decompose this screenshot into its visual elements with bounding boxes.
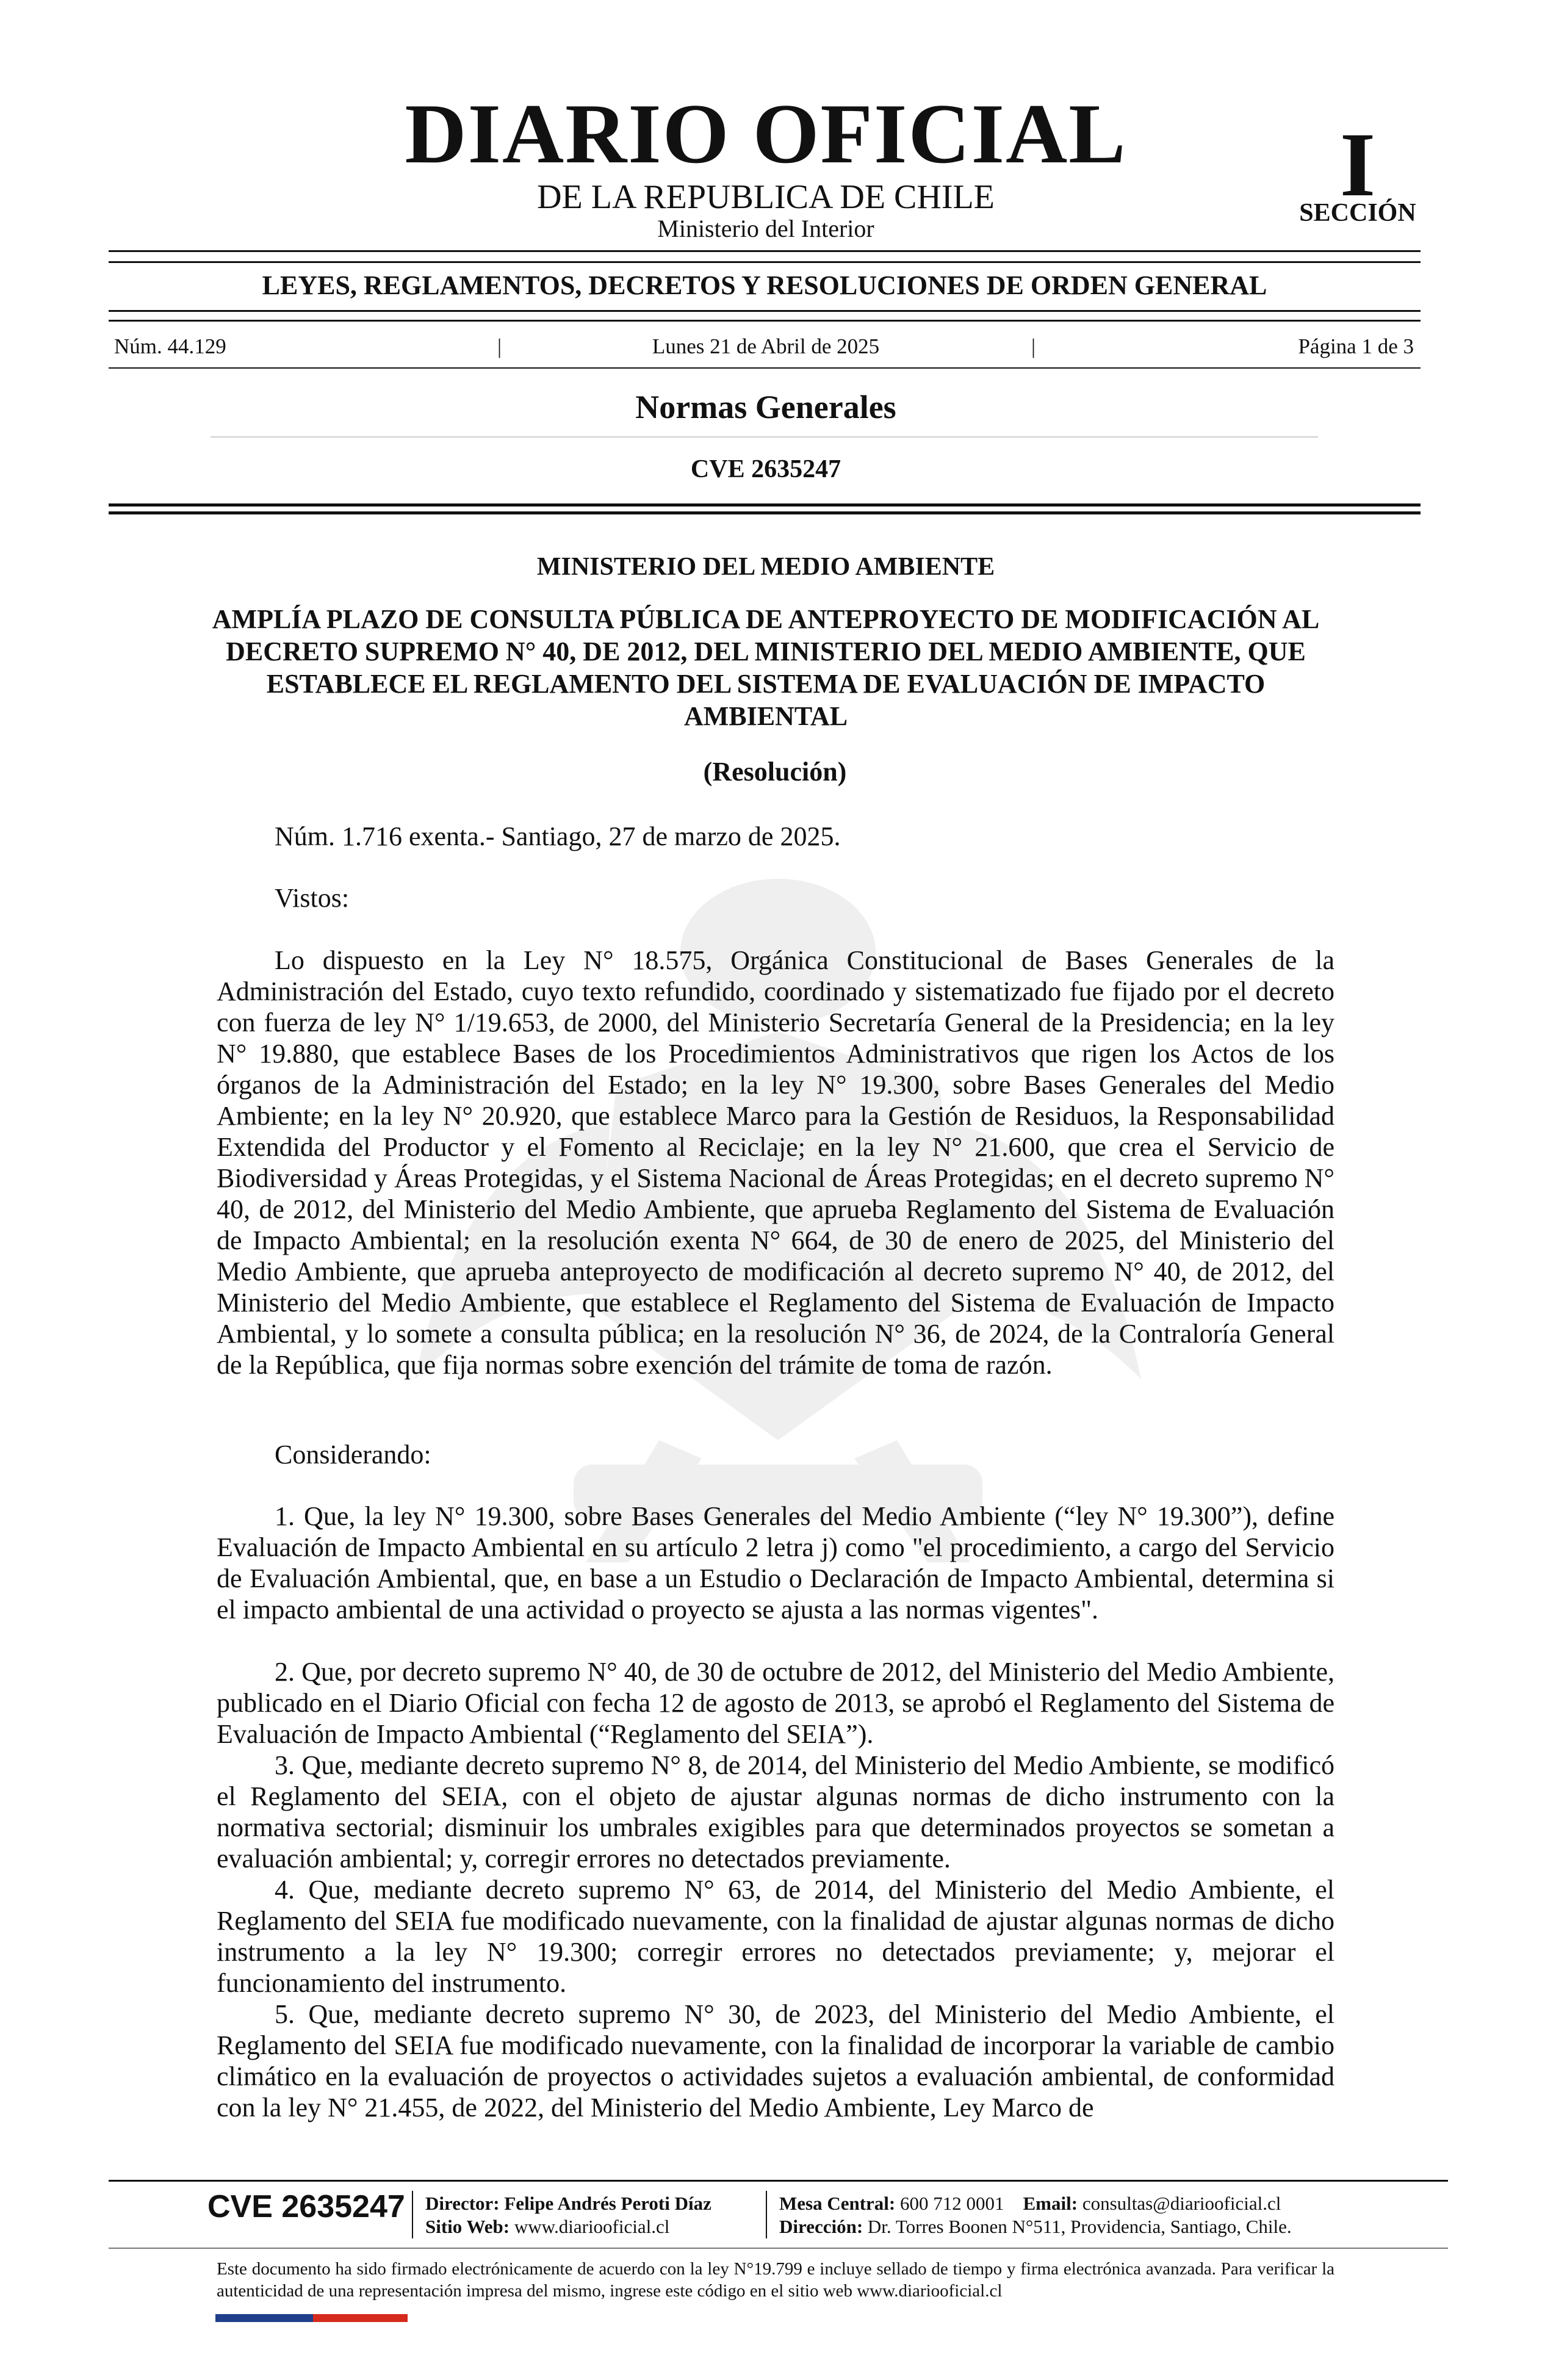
divider — [109, 310, 1421, 312]
director-name: Felipe Andrés Peroti Díaz — [504, 2193, 711, 2214]
vistos-paragraph: Lo dispuesto en la Ley N° 18.575, Orgánica Constitucional de Bases Generales de la Administración del Estado, cuyo texto refundido, coordinado y sistematizado fue fijado por el decreto con fuerza de ley N° 1/19.653, de 2000, del Ministerio Secretaría General de la Presidencia; en la ley N° 19.880, que establece Bases de los Procedimientos Administrativos que rigen los Actos de los órganos de la Administración del Estado; en la ley N° 19.300, sobre Bases Generales del Medio Ambiente; en la ley N° 20.920, que establece Marco para la Gestión de Residuos, la Responsabilidad Extendida del Productor y el Fomento al Reciclaje; en la ley N° 21.600, que crea el Servicio de Biodiversidad y Áreas Protegidas, y el Sistema Nacional de Áreas Protegidas; en el decreto supremo N° 40, de 2012, del Ministerio del Medio Ambiente, que aprueba Reglamento del Sistema de Evaluación de Impacto Ambiental; en la resolución exenta N° 664, de 30 de enero de 2025, del Ministerio del Medio Ambiente, que aprueba anteproyecto de modificación al decreto supremo N° 40, de 2012, del Ministerio del Medio Ambiente, que establece el Reglamento del Sistema de Evaluación de Impacto Ambiental, y lo somete a consulta pública; en la resolución N° 36, de 2024, de la Contraloría General de la República, que fija normas sobre exención del trámite de toma de razón. — [217, 945, 1334, 1380]
divider — [109, 261, 1421, 263]
footer-divider — [109, 2248, 1448, 2249]
address-label: Dirección: — [779, 2216, 863, 2237]
issue-page: Página 1 de 3 — [1298, 334, 1414, 358]
issue-separator: | — [497, 334, 502, 358]
flag-stripe-red — [313, 2314, 408, 2322]
banner-heading: LEYES, REGLAMENTOS, DECRETOS Y RESOLUCIONES DE ORDEN GENERAL — [262, 270, 1267, 300]
considerando-item: 5. Que, mediante decreto supremo N° 30, de 2023, del Ministerio del Medio Ambiente, el Reglamento del SEIA fue modificado nuevamente, con la finalidad de incorporar la variable de cambio climático en la evaluación de proyectos o actividades sujetos a evaluación ambiental, de conformidad con la ley N° 21.455, de 2022, del Ministerio del Medio Ambiente, Ley Marco de — [217, 1999, 1334, 2122]
considerando-item: 4. Que, mediante decreto supremo N° 63, de 2014, del Ministerio del Medio Ambiente, el Reglamento del SEIA fue modificado nuevamente, con la finalidad de ajustar algunas normas de dicho instrumento a la ley N° 19.300; corregir errores no detectados previamente; y, mejorar el funcionamiento del instrumento. — [217, 1875, 1334, 1998]
director-label: Director: — [425, 2193, 500, 2214]
resolution-number: Núm. 1.716 exenta.- Santiago, 27 de marzo de 2025. — [275, 821, 841, 851]
website-label: Sitio Web: — [425, 2216, 510, 2237]
footer-address — [779, 2217, 1292, 2236]
footer-divider — [109, 2180, 1448, 2182]
website-link[interactable]: www.diariooficial.cl — [514, 2216, 670, 2237]
document-title: AMPLÍA PLAZO DE CONSULTA PÚBLICA DE ANTEPROYECTO DE MODIFICACIÓN AL DECRETO SUPREMO N° 40, DE 2012, DEL MINISTERIO DEL MEDIO AMBIENTE, QUE ESTABLECE EL REGLAMENTO DEL SISTEMA DE EVALUACIÓN DE IMPACTO AMBIENTAL — [212, 604, 1320, 731]
issue-separator: | — [1031, 334, 1036, 358]
section-label: SECCIÓN — [1299, 199, 1416, 227]
divider — [109, 503, 1421, 507]
mesa-label: Mesa Central: — [779, 2193, 896, 2214]
issue-number: Núm. 44.129 — [114, 334, 226, 358]
section-numeral: I — [1339, 114, 1376, 215]
ministry-heading: MINISTERIO DEL MEDIO AMBIENTE — [536, 553, 995, 581]
footer-director — [425, 2194, 711, 2213]
mesa-phone: 600 712 0001 — [900, 2193, 1004, 2214]
issue-date: Lunes 21 de Abril de 2025 — [652, 334, 880, 358]
divider — [109, 367, 1421, 369]
footer-cve-code: CVE 2635247 — [207, 2189, 405, 2224]
footer-separator — [766, 2191, 767, 2238]
email-label: Email: — [1023, 2193, 1078, 2214]
considerando-label: Considerando: — [275, 1440, 431, 1469]
footer-legal-note: Este documento ha sido firmado electrónicamente de acuerdo con la ley N°19.799 e incluye sellado de tiempo y firma electrónica avanzada. Para verificar la autenticidad de una representación impresa del mismo, ingrese este código en el sitio web www.diariooficial.cl — [217, 2259, 1334, 2301]
footer-website — [425, 2217, 669, 2236]
considerando-item: 3. Que, mediante decreto supremo N° 8, de 2014, del Ministerio del Medio Ambiente, se modificó el Reglamento del SEIA, con el objeto de ajustar algunas normas de dicho instrumento con la normativa sectorial; disminuir los umbrales exigibles para que determinados proyectos se sometan a evaluación ambiental; y, corregir errores no detectados previamente. — [217, 1750, 1334, 1873]
masthead-title: DIARIO OFICIAL — [405, 87, 1127, 181]
email-link[interactable]: consultas@diariooficial.cl — [1082, 2193, 1281, 2214]
footer-separator — [412, 2191, 413, 2238]
section-heading: Normas Generales — [635, 389, 896, 425]
masthead-ministry: Ministerio del Interior — [657, 215, 874, 242]
cve-code: CVE 2635247 — [690, 455, 841, 483]
vistos-label: Vistos: — [275, 883, 350, 913]
considerando-item: 2. Que, por decreto supremo N° 40, de 30 de octubre de 2012, del Ministerio del Medio Ambiente, publicado en el Diario Oficial con fecha 12 de agosto de 2013, se aprobó el Reglamento del Sistema de Evaluación de Impacto Ambiental (“Reglamento del SEIA”). — [217, 1657, 1334, 1749]
considerando-item: 1. Que, la ley N° 19.300, sobre Bases Generales del Medio Ambiente (“ley N° 19.300”), define Evaluación de Impacto Ambiental en su artículo 2 letra j) como "el procedimiento, a cargo del Servicio de Evaluación Ambiental, que, en base a un Estudio o Declaración de Impacto Ambiental, determina si el impacto ambiental de una actividad o proyecto se ajusta a las normas vigentes". — [217, 1501, 1334, 1625]
divider — [109, 511, 1421, 514]
divider — [211, 436, 1318, 438]
divider — [109, 320, 1421, 322]
flag-stripe-blue — [215, 2314, 313, 2322]
address-value: Dr. Torres Boonen N°511, Providencia, Santiago, Chile. — [867, 2216, 1292, 2237]
footer-contact — [779, 2194, 1281, 2213]
divider — [109, 250, 1421, 252]
masthead-subtitle: DE LA REPUBLICA DE CHILE — [537, 178, 995, 216]
document-type: (Resolución) — [703, 757, 847, 787]
